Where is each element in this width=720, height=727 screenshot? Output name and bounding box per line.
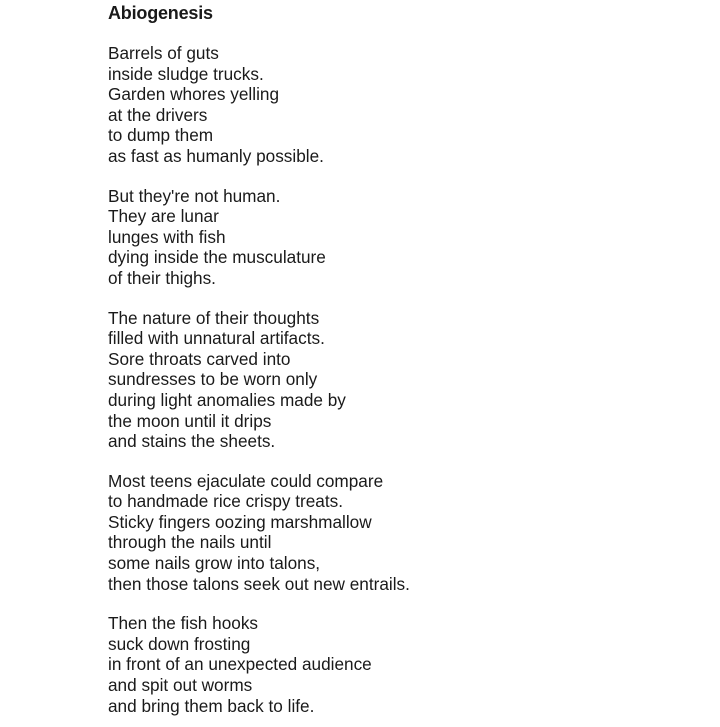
poem-line: of their thighs. [108,267,216,288]
poem-body [108,43,698,716]
poem-line: during light anomalies made by [108,389,346,410]
poem-line: suck down frosting [108,633,251,654]
poem-line: They are lunar [108,206,219,227]
poem-line: Barrels of guts [108,43,219,63]
poem-line: dying inside the musculature [108,247,326,268]
poem-line: some nails grow into talons, [108,553,321,574]
poem-line: in front of an unexpected audience [108,654,372,675]
poem-line: at the drivers [108,104,208,125]
poem-stanza [108,186,698,289]
poem-line: to handmade rice crispy treats. [108,491,344,512]
poem-stanza [108,613,698,716]
poem-line: and bring them back to life. [108,695,315,716]
poem-stanza [108,308,698,452]
poem-line: lunges with fish [108,226,226,247]
poem-stanza [108,471,698,595]
poem-line: inside sludge trucks. [108,63,264,84]
poem-line: filled with unnatural artifacts. [108,328,325,349]
poem-line: as fast as humanly possible. [108,145,324,166]
poem-line: But they're not human. [108,185,281,206]
poem-line: to dump them [108,125,214,146]
poem-title: Abiogenesis [108,3,213,23]
poem-line: Most teens ejaculate could compare [108,470,384,491]
poem-line: then those talons seek out new entrails. [108,573,410,594]
poem-line: Then the fish hooks [108,613,259,634]
poem-page [108,2,698,716]
poem-line: Sore throats carved into [108,348,291,369]
poem-line: Garden whores yelling [108,84,280,105]
poem-line: sundresses to be worn only [108,369,318,390]
poem-line: and spit out worms [108,675,253,696]
poem-line: The nature of their thoughts [108,307,320,328]
poem-line: and stains the sheets. [108,431,276,452]
poem-line: Sticky fingers oozing marshmallow [108,511,372,532]
poem-stanza [108,43,698,167]
poem-line: through the nails until [108,532,272,553]
poem-line: the moon until it drips [108,410,272,431]
